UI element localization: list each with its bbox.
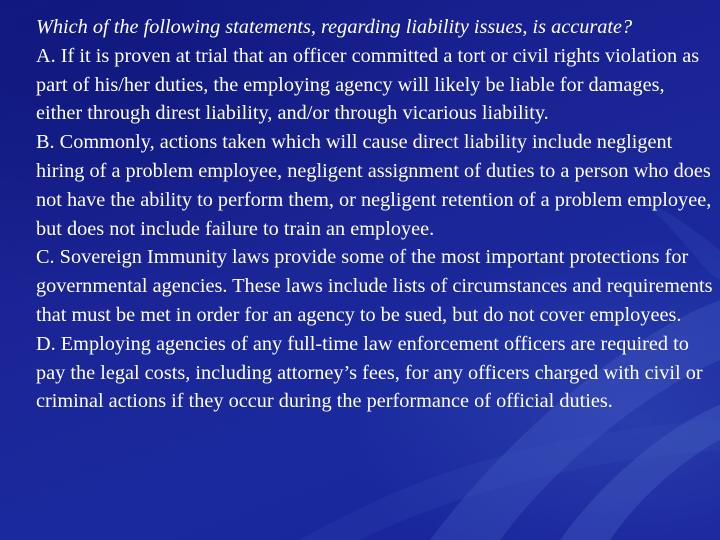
question-block <box>36 13 714 416</box>
option-c: C. Sovereign Immunity laws provide some of the most important protections for governmental agencies. These laws include lists of circumstances and requirements that must be met in order for an agency to be sued, but do not cover employees. <box>36 246 713 326</box>
option-b: B. Commonly, actions taken which will cause direct liability include negligent hiring of a problem employee, negligent assignment of duties to a person who does not have the ability to perform them, or negligent retention of a problem employee, but does not include failure to train an employee. <box>36 131 712 240</box>
option-d: D. Employing agencies of any full-time law enforcement officers are required to pay the legal costs, including attorney’s fees, for any officers charged with civil or criminal actions if they occur during the performance of official duties. <box>36 332 703 413</box>
question-text: Which of the following statements, regarding liability issues, is accurate? <box>36 16 633 38</box>
option-a: A. If it is proven at trial that an officer committed a tort or civil rights violation as part of his/her duties, the employing agency will likely be liable for damages, either through direst liability, and/or through vicarious liability. <box>36 44 700 125</box>
